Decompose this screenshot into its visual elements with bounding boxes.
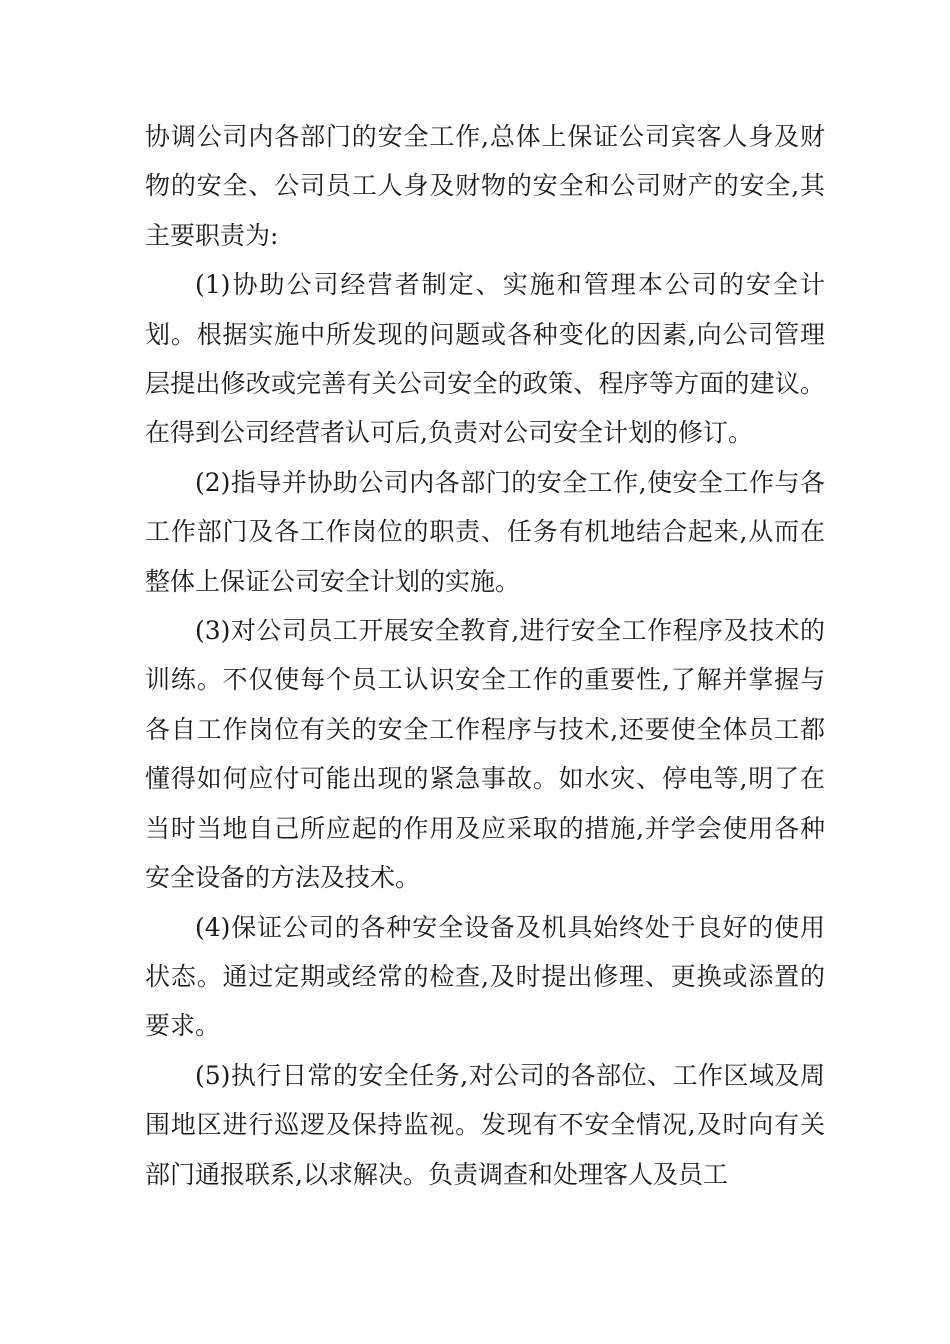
document-body [145,112,825,1199]
paragraph-item-4: (4)保证公司的各种安全设备及机具始终处于良好的使用状态。通过定期或经常的检查,及时提出修理、更换或添置的要求。 [145,912,825,1041]
paragraph-item-5: (5)执行日常的安全任务,对公司的各部位、工作区域及周围地区进行巡逻及保持监视。发现有不安全情况,及时向有关部门通报联系,以求解决。负责调查和处理客人及员工 [145,1060,825,1189]
paragraph-item-2: (2)指导并协助公司内各部门的安全工作,使安全工作与各工作部门及各工作岗位的职责、任务有机地结合起来,从而在整体上保证公司安全计划的实施。 [145,467,825,596]
paragraph-intro: 协调公司内各部门的安全工作,总体上保证公司宾客人身及财物的安全、公司员工人身及财物的安全和公司财产的安全,其主要职责为: [145,122,825,250]
paragraph-item-3: (3)对公司员工开展安全教育,进行安全工作程序及技术的训练。不仅使每个员工认识安全工作的重要性,了解并掌握与各自工作岗位有关的安全工作程序与技术,还要使全体员工都懂得如何应付可能出现的紧急事故。如水灾、停电等,明了在当时当地自己所应起的作用及应采取的措施,并学会使用各种安全设备的方法及技术。 [145,616,825,893]
paragraph-item-1: (1)协助公司经营者制定、实施和管理本公司的安全计划。根据实施中所发现的问题或各种变化的因素,向公司管理层提出修改或完善有关公司安全的政策、程序等方面的建议。在得到公司经营者认可后,负责对公司安全计划的修订。 [145,270,825,448]
